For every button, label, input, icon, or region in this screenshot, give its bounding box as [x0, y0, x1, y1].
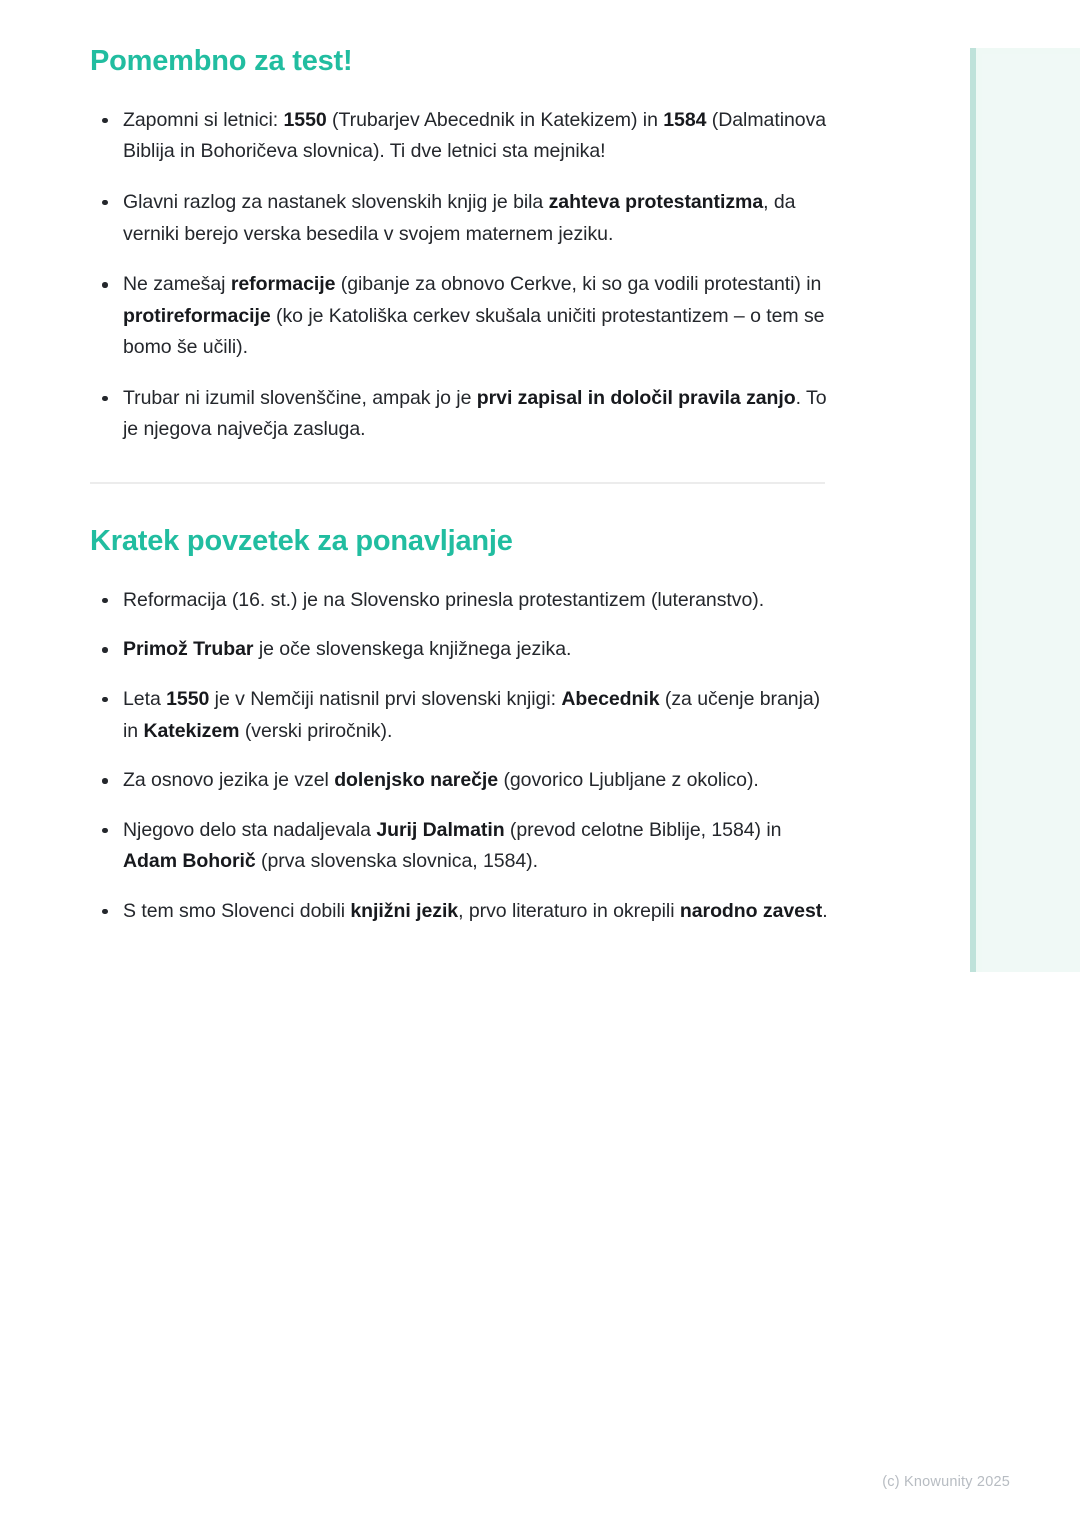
body-text: Reformacija (16. st.) je na Slovensko prinesla protestantizem (luteranstvo). [123, 588, 765, 611]
decorative-side-panel [970, 48, 1080, 972]
body-text: Trubar ni izumil slovenščine, ampak jo je [123, 386, 477, 409]
body-text: Zapomni si letnici: [123, 108, 284, 131]
list-item [90, 896, 840, 928]
body-text: . [822, 899, 828, 922]
emphasis-text: Abecednik [561, 687, 660, 710]
list-item [90, 585, 840, 617]
emphasis-text: Jurij Dalmatin [376, 818, 505, 841]
body-text: (prevod celotne Biblije, 1584) in [504, 818, 782, 841]
bullet-list-important [90, 105, 840, 446]
emphasis-text: narodno zavest [679, 899, 823, 922]
emphasis-text: knjižni jezik [350, 899, 459, 922]
emphasis-text: reformacije [230, 273, 336, 296]
body-text: (govorico Ljubljane z okolico). [498, 769, 759, 792]
body-text: (Dalmatinova Biblija in Bohoričeva slovnica). Ti dve letnici sta mejnika! [123, 108, 827, 163]
body-text: , prvo literaturo in okrepili [458, 899, 680, 922]
body-text: je v Nemčiji natisnil prvi slovenski knjigi: [209, 687, 562, 710]
bullet-list-summary [90, 585, 840, 928]
emphasis-text: 1550 [283, 108, 327, 131]
footer-copyright: (c) Knowunity 2025 [882, 1474, 1010, 1490]
emphasis-text: zahteva protestantizma [548, 190, 764, 213]
emphasis-text: 1584 [663, 108, 707, 131]
list-item [90, 383, 840, 446]
body-text: je oče slovenskega knjižnega jezika. [253, 638, 572, 661]
section-important-for-test [90, 44, 840, 446]
body-text: , da verniki berejo verska besedila v svojem maternem jeziku. [123, 190, 796, 245]
body-text: Njegovo delo sta nadaljevala [123, 818, 377, 841]
body-text: Za osnovo jezika je vzel [123, 769, 335, 792]
section-short-summary [90, 524, 840, 927]
emphasis-text: Katekizem [143, 719, 240, 742]
list-item [90, 765, 840, 797]
list-item [90, 269, 840, 364]
emphasis-text: Adam Bohorič [123, 850, 256, 873]
body-text: (ko je Katoliška cerkev skušala uničiti protestantizem – o tem se bomo še učili). [123, 304, 825, 359]
body-text: (verski priročnik). [239, 719, 393, 742]
body-text: . To je njegova največja zasluga. [123, 386, 827, 441]
emphasis-text: 1550 [166, 687, 210, 710]
list-item [90, 684, 840, 747]
list-item [90, 105, 840, 168]
list-item [90, 634, 840, 666]
decorative-side-panel-inner [982, 54, 1080, 972]
body-text: Ne zamešaj [123, 273, 231, 296]
section-title-summary: Kratek povzetek za ponavljanje [90, 525, 513, 557]
list-item [90, 187, 840, 250]
body-text: (Trubarjev Abecednik in Katekizem) in [326, 108, 664, 131]
body-text: Leta [123, 687, 167, 710]
emphasis-text: dolenjsko narečje [334, 769, 499, 792]
body-text: S tem smo Slovenci dobili [123, 899, 351, 922]
body-text: Glavni razlog za nastanek slovenskih knjig je bila [123, 190, 549, 213]
emphasis-text: protireformacije [123, 304, 271, 327]
emphasis-text: prvi zapisal in določil pravila zanjo [476, 386, 796, 409]
section-divider [90, 482, 825, 484]
emphasis-text: Primož Trubar [123, 638, 254, 661]
body-text: (za učenje branja) in [123, 687, 821, 742]
body-text: (gibanje za obnovo Cerkve, ki so ga vodili protestanti) in [335, 273, 822, 296]
body-text: (prva slovenska slovnica, 1584). [255, 850, 538, 873]
list-item [90, 815, 840, 878]
section-title-important: Pomembno za test! [90, 45, 353, 77]
